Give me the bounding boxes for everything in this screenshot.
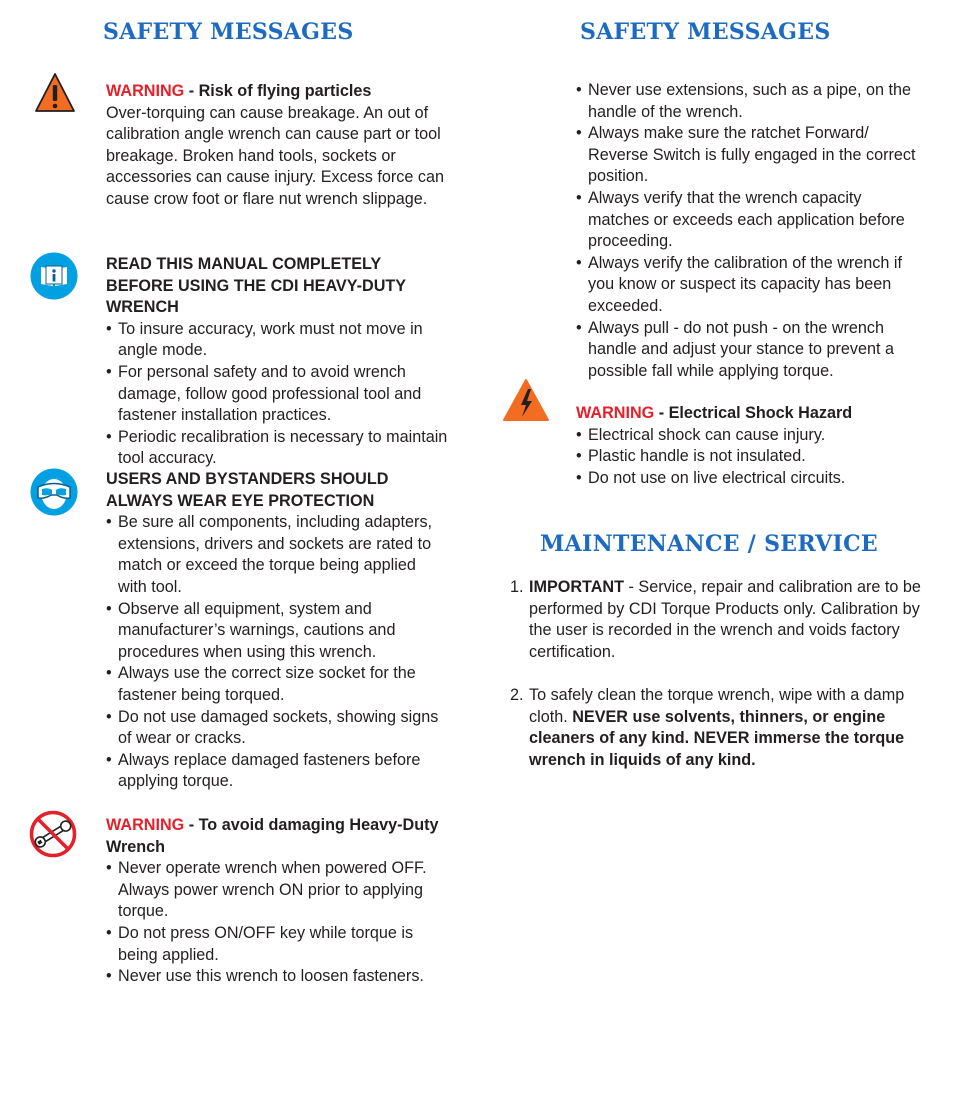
list-item: • Observe all equipment, system and manufacturer’s warnings, cautions and procedures when using this wrench. xyxy=(106,599,448,664)
read-manual-section xyxy=(106,254,448,470)
electrical-warning-section xyxy=(576,403,926,489)
flying-particles-section xyxy=(106,81,448,211)
damage-warning-title: WARNING - To avoid damaging Heavy-Duty Wrench xyxy=(106,816,439,856)
list-item: • Do not use on live electrical circuits. xyxy=(576,468,926,490)
list-item: • Never use this wrench to loosen fasteners. xyxy=(106,966,448,988)
list-item: • Do not press ON/OFF key while torque is being applied. xyxy=(106,923,448,966)
electrical-warning-title: WARNING - Electrical Shock Hazard xyxy=(576,404,853,422)
list-item: • Always pull - do not push - on the wrench handle and adjust your stance to prevent a possible fall while applying torque. xyxy=(576,318,926,383)
read-manual-icon xyxy=(30,252,78,300)
eye-protection-list xyxy=(106,512,448,793)
list-item: • To insure accuracy, work must not move in angle mode. xyxy=(106,319,448,362)
eye-protection-icon xyxy=(30,468,78,516)
maintenance-section xyxy=(510,577,930,771)
list-item: • Never operate wrench when powered OFF. Always power wrench ON prior to applying torque. xyxy=(106,858,448,923)
list-item: • Be sure all components, including adapters, extensions, drivers and sockets are rated to match or exceed the torque being applied with tool. xyxy=(106,512,448,598)
damage-warning-section xyxy=(106,815,448,988)
list-item: • Always replace damaged fasteners before applying torque. xyxy=(106,750,448,793)
eye-protection-section xyxy=(106,469,448,793)
list-item: • Do not use damaged sockets, showing signs of wear or cracks. xyxy=(106,707,448,750)
list-item: • For personal safety and to avoid wrench damage, follow good professional tool and fastener installation practices. xyxy=(106,362,448,427)
list-item: • Always make sure the ratchet Forward/ Reverse Switch is fully engaged in the correct position. xyxy=(576,123,926,188)
electrical-warning-list xyxy=(576,425,926,490)
list-item: • Plastic handle is not insulated. xyxy=(576,446,926,468)
read-manual-list xyxy=(106,319,448,470)
eye-protection-title: USERS AND BYSTANDERS SHOULD ALWAYS WEAR EYE PROTECTION xyxy=(106,470,389,510)
list-item: • Electrical shock can cause injury. xyxy=(576,425,926,447)
right-heading: SAFETY MESSAGES xyxy=(580,19,831,45)
list-item: • Never use extensions, such as a pipe, on the handle of the wrench. xyxy=(576,80,926,123)
right-safety-list xyxy=(576,80,926,382)
list-item: • Always use the correct size socket for the fastener being torqued. xyxy=(106,663,448,706)
no-wrench-icon xyxy=(29,810,77,858)
list-item: • Periodic recalibration is necessary to maintain tool accuracy. xyxy=(106,427,448,470)
flying-particles-title: WARNING - Risk of flying particles xyxy=(106,82,372,100)
list-spacer xyxy=(510,663,930,685)
electrical-hazard-icon xyxy=(501,377,551,423)
warning-exclamation-icon xyxy=(33,71,77,115)
left-heading: SAFETY MESSAGES xyxy=(103,19,354,45)
damage-warning-list xyxy=(106,858,448,988)
list-item: 1. IMPORTANT - Service, repair and calibration are to be performed by CDI Torque Products only. Calibration by the user is recorded in the wrench and voids factory certification. xyxy=(510,578,921,661)
list-item: • Always verify the calibration of the wrench if you know or suspect its capacity has been exceeded. xyxy=(576,253,926,318)
maintenance-heading: MAINTENANCE / SERVICE xyxy=(540,531,878,557)
list-item: 2. To safely clean the torque wrench, wipe with a damp cloth. NEVER use solvents, thinners, or engine cleaners of any kind. NEVER immerse the torque wrench in liquids of any kind. xyxy=(510,685,905,769)
flying-particles-body: Over-torquing can cause breakage. An out of calibration angle wrench can cause part or tool breakage. Broken hand tools, sockets or accessories can cause injury. Excess force can cause crow foot or flare nut wrench slippage. xyxy=(106,103,444,208)
read-manual-title: READ THIS MANUAL COMPLETELY BEFORE USING THE CDI HEAVY-DUTY WRENCH xyxy=(106,255,406,317)
list-item: • Always verify that the wrench capacity matches or exceeds each application before proceeding. xyxy=(576,188,926,253)
